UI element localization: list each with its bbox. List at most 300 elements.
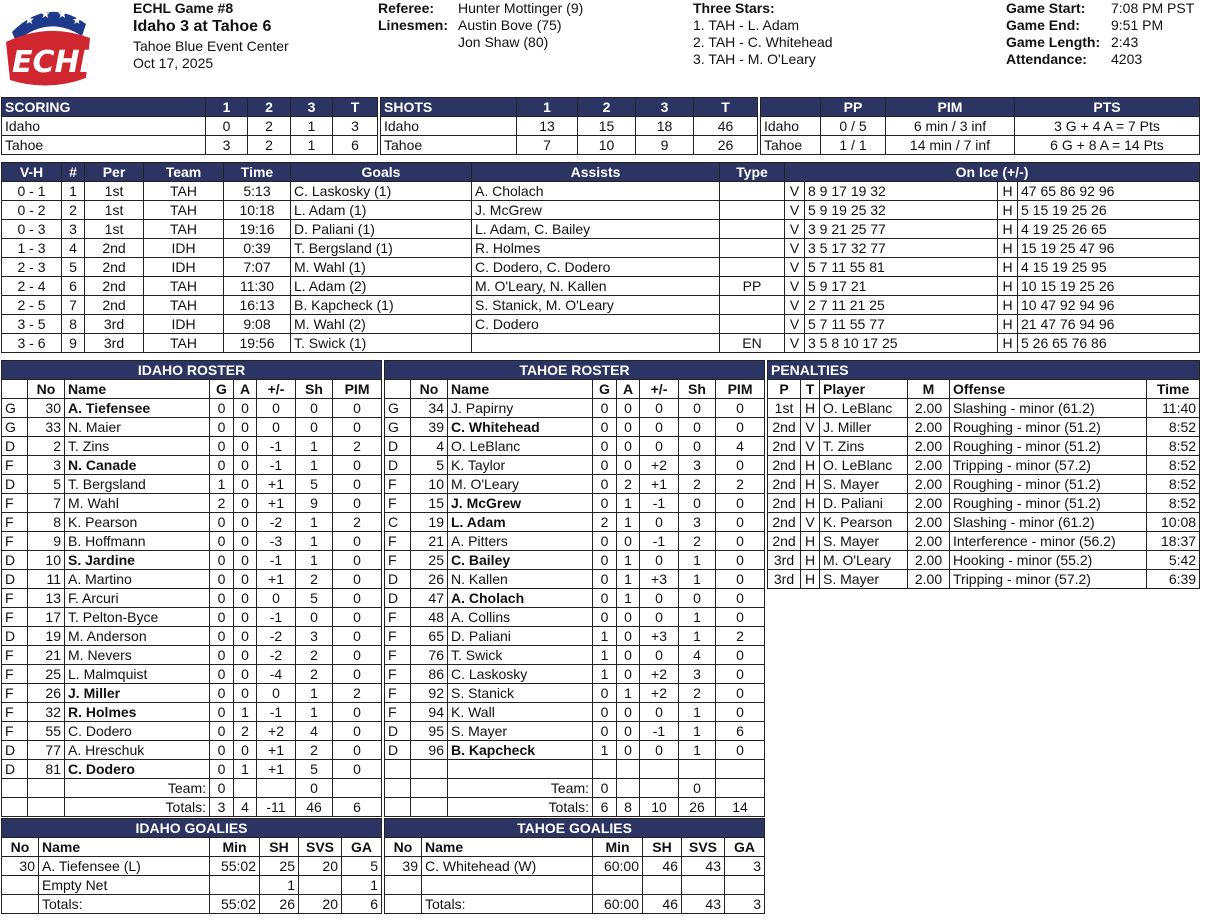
visitor-on-ice: 5 9 19 25 32 xyxy=(805,201,998,220)
minutes: 55:02 xyxy=(210,895,260,914)
goal-row xyxy=(2,182,1200,201)
cell: 14 min / 7 inf xyxy=(886,136,1015,155)
score-cell: 0 - 2 xyxy=(2,201,62,220)
assists: 0 xyxy=(234,684,257,703)
header-cell: Time xyxy=(224,163,291,182)
roster-row xyxy=(385,608,765,627)
game-date: Oct 17, 2025 xyxy=(133,55,214,71)
period: 2nd xyxy=(768,532,801,551)
goals: 0 xyxy=(210,589,234,608)
time: 8:52 xyxy=(1147,418,1200,437)
cell xyxy=(448,760,593,779)
time: 10:18 xyxy=(224,201,291,220)
period: 2nd xyxy=(85,239,144,258)
player-name: A. Cholach xyxy=(448,589,593,608)
cell: 46 xyxy=(296,798,333,817)
player-name: D. Paliani xyxy=(820,494,908,513)
scorer: B. Kapcheck (1) xyxy=(291,296,472,315)
cell xyxy=(2,779,28,798)
roster-row xyxy=(385,589,765,608)
team-marker: H xyxy=(801,551,820,570)
position: F xyxy=(2,703,28,722)
goalie-row xyxy=(385,895,765,914)
roster-row xyxy=(2,627,382,646)
assists: 0 xyxy=(234,551,257,570)
assists: 0 xyxy=(234,741,257,760)
team-row xyxy=(385,779,765,798)
player-name: M. Nevers xyxy=(65,646,210,665)
visitor-marker: V xyxy=(785,334,805,353)
team-marker: H xyxy=(801,475,820,494)
goals: 0 xyxy=(593,494,617,513)
assists: C. Dodero, C. Dodero xyxy=(472,258,720,277)
home-on-ice: 10 47 92 94 96 xyxy=(1018,296,1200,315)
player-name: S. Mayer xyxy=(820,532,908,551)
penalties-title: PENALTIES xyxy=(768,361,1200,380)
position: D xyxy=(2,741,28,760)
assists: 0 xyxy=(234,646,257,665)
shots: 2 xyxy=(296,665,333,684)
position: D xyxy=(2,475,28,494)
goals: 0 xyxy=(210,399,234,418)
header-cell: 3 xyxy=(291,98,333,117)
jersey-number xyxy=(385,876,422,895)
team-name: Tahoe xyxy=(761,136,821,155)
idaho-roster-title: IDAHO ROSTER xyxy=(2,361,382,380)
tahoe-roster-table xyxy=(384,360,765,817)
goal-type xyxy=(720,182,785,201)
roster-row xyxy=(385,532,765,551)
header-cell: Goals xyxy=(291,163,472,182)
pim: 0 xyxy=(333,627,382,646)
minutes: 2.00 xyxy=(908,494,950,513)
shots: 1 xyxy=(296,437,333,456)
home-marker: H xyxy=(998,258,1018,277)
assists: 0 xyxy=(234,589,257,608)
visitor-on-ice: 5 7 11 55 77 xyxy=(805,315,998,334)
position: D xyxy=(385,722,411,741)
plus-minus: -3 xyxy=(257,532,296,551)
period: 2nd xyxy=(85,258,144,277)
pim: 2 xyxy=(333,513,382,532)
plus-minus: +2 xyxy=(640,456,679,475)
shots: 5 xyxy=(296,760,333,779)
home-marker: H xyxy=(998,182,1018,201)
goals: 0 xyxy=(210,418,234,437)
header-cell: Name xyxy=(422,838,593,857)
team-marker: H xyxy=(801,494,820,513)
home-on-ice: 10 15 19 25 26 xyxy=(1018,277,1200,296)
header-cell: Min xyxy=(593,838,643,857)
goal-type xyxy=(720,258,785,277)
pim: 0 xyxy=(716,703,765,722)
header-cell: GA xyxy=(342,838,382,857)
offense: Roughing - minor (51.2) xyxy=(950,494,1147,513)
cell: -11 xyxy=(257,798,296,817)
assists: 0 xyxy=(617,456,640,475)
plus-minus: 0 xyxy=(640,646,679,665)
saves xyxy=(682,876,725,895)
goal-row xyxy=(2,296,1200,315)
goal-row xyxy=(2,315,1200,334)
roster-row xyxy=(385,703,765,722)
pim: 0 xyxy=(333,532,382,551)
roster-row xyxy=(385,456,765,475)
player-name: B. Kapcheck xyxy=(448,741,593,760)
header-cell: Assists xyxy=(472,163,720,182)
position: D xyxy=(385,437,411,456)
plus-minus: +1 xyxy=(257,570,296,589)
pim: 2 xyxy=(333,684,382,703)
player-name: M. O'Leary xyxy=(448,475,593,494)
penalties-header xyxy=(768,380,1200,399)
roster-row xyxy=(2,475,382,494)
pim: 0 xyxy=(716,608,765,627)
pim: 0 xyxy=(333,722,382,741)
goalie-name: Empty Net xyxy=(39,876,210,895)
tahoe-goalies-title: TAHOE GOALIES xyxy=(385,819,765,838)
header-cell: Name xyxy=(39,838,210,857)
goals: 0 xyxy=(593,684,617,703)
period: 2nd xyxy=(768,437,801,456)
goalie-row xyxy=(2,876,382,895)
header-cell: +/- xyxy=(257,380,296,399)
header-cell: Sh xyxy=(679,380,716,399)
period: 1st xyxy=(85,182,144,201)
plus-minus: 0 xyxy=(257,684,296,703)
pim: 0 xyxy=(333,608,382,627)
player-name: C. Dodero xyxy=(65,760,210,779)
assists: 0 xyxy=(617,646,640,665)
goals: 0 xyxy=(593,399,617,418)
score-cell: 3 - 6 xyxy=(2,334,62,353)
roster-row xyxy=(2,722,382,741)
team-marker: V xyxy=(801,513,820,532)
goals-against xyxy=(725,876,765,895)
header-cell: PTS xyxy=(1015,98,1200,117)
position: F xyxy=(385,494,411,513)
position: F xyxy=(385,665,411,684)
header-cell: PIM xyxy=(886,98,1015,117)
pim: 0 xyxy=(716,532,765,551)
shots: 3 xyxy=(296,627,333,646)
position: D xyxy=(385,589,411,608)
plus-minus: 0 xyxy=(640,513,679,532)
player-name: K. Pearson xyxy=(820,513,908,532)
time: 6:39 xyxy=(1147,570,1200,589)
team-marker: H xyxy=(801,456,820,475)
jersey-number: 26 xyxy=(28,684,65,703)
visitor-on-ice: 8 9 17 19 32 xyxy=(805,182,998,201)
visitor-on-ice: 5 7 11 55 81 xyxy=(805,258,998,277)
time: 11:40 xyxy=(1147,399,1200,418)
visitor-on-ice: 5 9 17 21 xyxy=(805,277,998,296)
saves: 43 xyxy=(682,895,725,914)
period: 1st xyxy=(768,399,801,418)
totals-label: Totals: xyxy=(65,798,210,817)
tahoe-roster-body xyxy=(385,399,765,760)
table-row xyxy=(761,117,1200,136)
plus-minus: -1 xyxy=(257,703,296,722)
assists xyxy=(472,334,720,353)
pim: 2 xyxy=(716,627,765,646)
plus-minus: -1 xyxy=(257,608,296,627)
goal-number: 6 xyxy=(62,277,85,296)
cell xyxy=(679,760,716,779)
position: D xyxy=(2,551,28,570)
goal-number: 1 xyxy=(62,182,85,201)
goal-number: 4 xyxy=(62,239,85,258)
totals-label: Totals: xyxy=(448,798,593,817)
cell xyxy=(385,798,411,817)
cell: 14 xyxy=(716,798,765,817)
jersey-number: 5 xyxy=(28,475,65,494)
game-start-label: Game Start: xyxy=(1006,0,1086,16)
goals: 1 xyxy=(593,665,617,684)
score-cell: 2 - 3 xyxy=(2,258,62,277)
header-cell: Time xyxy=(1147,380,1200,399)
cell xyxy=(593,760,617,779)
cell: 2 xyxy=(248,136,291,155)
header-cell: SHOTS xyxy=(381,98,517,117)
svg-text:★: ★ xyxy=(24,13,35,27)
assists: 0 xyxy=(617,665,640,684)
pim: 0 xyxy=(716,456,765,475)
visitor-marker: V xyxy=(785,258,805,277)
home-marker: H xyxy=(998,201,1018,220)
position: F xyxy=(385,684,411,703)
roster-row xyxy=(385,399,765,418)
referee-label: Referee: xyxy=(378,0,435,16)
idaho-roster-header xyxy=(2,380,382,399)
shots: 0 xyxy=(679,589,716,608)
player-name: S. Mayer xyxy=(820,475,908,494)
penalty-row xyxy=(768,437,1200,456)
header-cell: 1 xyxy=(517,98,578,117)
goals: 0 xyxy=(210,513,234,532)
shots: 5 xyxy=(296,589,333,608)
cell xyxy=(2,798,28,817)
penalties-body xyxy=(768,399,1200,589)
offense: Slashing - minor (61.2) xyxy=(950,513,1147,532)
goal-row xyxy=(2,220,1200,239)
player-name: N. Canade xyxy=(65,456,210,475)
goalie-name: A. Tiefensee (L) xyxy=(39,857,210,876)
player-name: J. Papirny xyxy=(448,399,593,418)
jersey-number: 77 xyxy=(28,741,65,760)
player-name: K. Taylor xyxy=(448,456,593,475)
cell: 13 xyxy=(517,117,578,136)
offense: Slashing - minor (61.2) xyxy=(950,399,1147,418)
position: C xyxy=(385,513,411,532)
player-name: F. Arcuri xyxy=(65,589,210,608)
team-name: Idaho xyxy=(761,117,821,136)
shots: 1 xyxy=(679,608,716,627)
shots: 46 xyxy=(643,895,682,914)
idaho-goalies-table xyxy=(1,818,382,914)
goals-header xyxy=(2,163,1200,182)
roster-row xyxy=(2,608,382,627)
goals: 2 xyxy=(210,494,234,513)
assists: 0 xyxy=(617,741,640,760)
jersey-number: 30 xyxy=(28,399,65,418)
time: 19:16 xyxy=(224,220,291,239)
player-name: K. Pearson xyxy=(65,513,210,532)
position: D xyxy=(2,627,28,646)
visitor-marker: V xyxy=(785,315,805,334)
header-cell: +/- xyxy=(640,380,679,399)
score-cell: 3 - 5 xyxy=(2,315,62,334)
cell: 6 min / 3 inf xyxy=(886,117,1015,136)
position: F xyxy=(385,646,411,665)
player-name: J. Miller xyxy=(65,684,210,703)
player-name: J. McGrew xyxy=(448,494,593,513)
minutes xyxy=(593,876,643,895)
plus-minus: 0 xyxy=(640,589,679,608)
position: F xyxy=(385,608,411,627)
goal-type xyxy=(720,239,785,258)
jersey-number: 8 xyxy=(28,513,65,532)
cell xyxy=(617,760,640,779)
player-name: A. Pitters xyxy=(448,532,593,551)
header-cell: A xyxy=(234,380,257,399)
special-teams-table xyxy=(760,97,1200,155)
score-cell: 2 - 4 xyxy=(2,277,62,296)
header-cell: A xyxy=(617,380,640,399)
penalty-row xyxy=(768,456,1200,475)
team-marker: H xyxy=(801,399,820,418)
player-name: T. Zins xyxy=(65,437,210,456)
cell: 0 / 5 xyxy=(821,117,886,136)
cell: 18 xyxy=(636,117,694,136)
shots: 0 xyxy=(679,437,716,456)
assists: 0 xyxy=(234,494,257,513)
shots: 2 xyxy=(296,646,333,665)
assists: 0 xyxy=(234,399,257,418)
jersey-number: 95 xyxy=(411,722,448,741)
team: IDH xyxy=(144,258,224,277)
visitor-on-ice: 3 5 17 32 77 xyxy=(805,239,998,258)
team-marker: V xyxy=(801,418,820,437)
assists: 2 xyxy=(234,722,257,741)
cell xyxy=(385,779,411,798)
goal-number: 2 xyxy=(62,201,85,220)
totals-row xyxy=(2,798,382,817)
shots: 25 xyxy=(260,857,299,876)
home-on-ice: 5 26 65 76 86 xyxy=(1018,334,1200,353)
star-3: 3. TAH - M. O'Leary xyxy=(693,51,816,67)
plus-minus: -1 xyxy=(640,532,679,551)
time: 8:52 xyxy=(1147,437,1200,456)
cell xyxy=(716,760,765,779)
cell xyxy=(617,779,640,798)
minutes: 2.00 xyxy=(908,513,950,532)
goal-number: 5 xyxy=(62,258,85,277)
cell xyxy=(333,779,382,798)
cell: 6 xyxy=(593,798,617,817)
roster-row xyxy=(385,627,765,646)
player-name: T. Pelton-Byce xyxy=(65,608,210,627)
roster-row xyxy=(385,722,765,741)
score-cell: 0 - 3 xyxy=(2,220,62,239)
jersey-number: 5 xyxy=(411,456,448,475)
offense: Roughing - minor (51.2) xyxy=(950,475,1147,494)
header-cell xyxy=(385,380,411,399)
shots: 3 xyxy=(679,513,716,532)
home-on-ice: 47 65 86 92 96 xyxy=(1018,182,1200,201)
shots: 2 xyxy=(679,475,716,494)
scorer: T. Swick (1) xyxy=(291,334,472,353)
time: 11:30 xyxy=(224,277,291,296)
cell xyxy=(716,779,765,798)
saves xyxy=(299,876,342,895)
team-name: Tahoe xyxy=(2,136,206,155)
team: TAH xyxy=(144,334,224,353)
visitor-marker: V xyxy=(785,201,805,220)
header-cell: P xyxy=(768,380,801,399)
position: F xyxy=(2,665,28,684)
cell xyxy=(411,760,448,779)
roster-row xyxy=(2,494,382,513)
star-1: 1. TAH - L. Adam xyxy=(693,17,800,33)
assists: 0 xyxy=(617,399,640,418)
team: IDH xyxy=(144,239,224,258)
period: 3rd xyxy=(85,334,144,353)
roster-row xyxy=(2,551,382,570)
header-cell: M xyxy=(908,380,950,399)
goalie-name xyxy=(422,876,593,895)
assists: 1 xyxy=(617,589,640,608)
pim: 0 xyxy=(716,399,765,418)
goals: 0 xyxy=(210,703,234,722)
cell: 9 xyxy=(636,136,694,155)
plus-minus: -1 xyxy=(257,551,296,570)
shots: 4 xyxy=(679,646,716,665)
game-end: 9:51 PM xyxy=(1111,17,1164,33)
player-name: S. Jardine xyxy=(65,551,210,570)
penalty-row xyxy=(768,532,1200,551)
team-marker: H xyxy=(801,570,820,589)
shots: 2 xyxy=(679,684,716,703)
home-on-ice: 4 15 19 25 95 xyxy=(1018,258,1200,277)
player-name: O. LeBlanc xyxy=(448,437,593,456)
player-name: B. Hoffmann xyxy=(65,532,210,551)
header-cell xyxy=(2,380,28,399)
cell: 0 xyxy=(210,779,234,798)
position: G xyxy=(385,418,411,437)
time: 19:56 xyxy=(224,334,291,353)
position: D xyxy=(385,570,411,589)
position: F xyxy=(2,456,28,475)
assists: 1 xyxy=(617,494,640,513)
svg-text:★: ★ xyxy=(57,7,68,21)
period: 3rd xyxy=(768,551,801,570)
position: F xyxy=(2,684,28,703)
assists: C. Dodero xyxy=(472,315,720,334)
roster-row xyxy=(2,665,382,684)
header-cell: 3 xyxy=(636,98,694,117)
player-name: S. Mayer xyxy=(448,722,593,741)
header-cell: T xyxy=(694,98,758,117)
player-name: C. Laskosky xyxy=(448,665,593,684)
jersey-number: 11 xyxy=(28,570,65,589)
shots: 2 xyxy=(679,532,716,551)
plus-minus: 0 xyxy=(640,741,679,760)
jersey-number: 39 xyxy=(385,857,422,876)
league-game: ECHL Game #8 xyxy=(133,0,234,16)
goals: 0 xyxy=(593,551,617,570)
header-cell: Per xyxy=(85,163,144,182)
